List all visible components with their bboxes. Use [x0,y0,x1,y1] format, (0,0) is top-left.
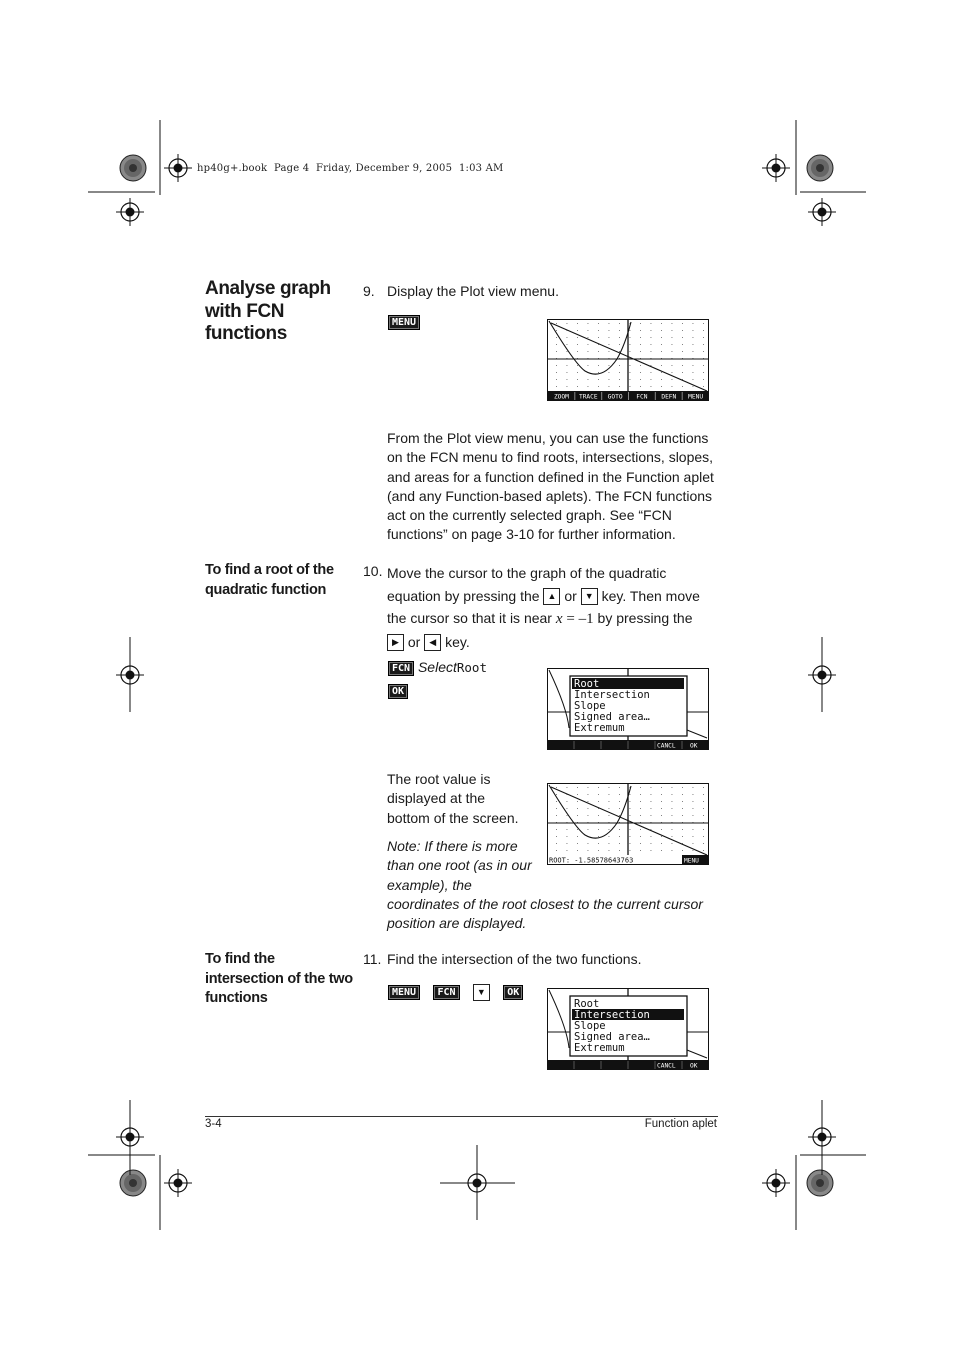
menu-key-icon: MENU [388,314,420,332]
softkey-menu: MENU [688,393,704,401]
step-11-number: 11. [363,951,382,967]
step-9-text: Display the Plot view menu. [387,283,559,299]
fcn-menu-item: Slope [574,700,606,712]
fcn-key-icon: FCN [433,985,459,1000]
section-name: Function aplet [644,1118,717,1130]
cancel-softkey: CANCL [657,1062,676,1070]
fcn-menu-item: Slope [574,1020,606,1032]
step-11-keys [388,984,523,1002]
ok-softkey: OK [690,742,698,750]
softkey-defn: DEFN [661,393,677,401]
plot-screen-1 [547,319,709,401]
fcn-menu-screen-intersection [547,988,709,1070]
menu-softkey: MENU [684,857,699,865]
fcn-key-icon: FCN [388,661,414,676]
right-arrow-key-icon: ▶ [387,634,404,651]
note-part-2: coordinates of the root closest to the current cursor position are displayed. [387,896,703,932]
step-11-text: Find the intersection of the two functions. [387,951,642,967]
root-readout: ROOT: -1.58578643763 [549,856,634,865]
fcn-menu-item: Root [574,678,600,690]
print-slug: hp40g+.book Page 4 Friday, December 9, 2005 1:03 AM [197,163,504,174]
note-part-1: Note: If there is more than one root (as in our example), the [387,838,532,893]
up-arrow-key-icon: ▲ [543,588,560,605]
ok-key-icon: OK [503,985,523,1000]
cancel-softkey: CANCL [657,742,676,750]
fcn-menu-item: Extremum [574,1042,625,1054]
select-root-instruction: FCN SelectRoot [388,658,487,677]
menu-key-icon: MENU [388,985,420,1000]
result-description: The root value is displayed at the bottom of the screen. [387,771,519,826]
fcn-menu-item: Signed area… [574,1031,650,1043]
fcn-menu-item: Intersection [574,689,650,701]
softkey-goto: GOTO [607,393,623,401]
step-10-number: 10. [363,563,383,579]
left-arrow-key-icon: ◀ [424,634,441,651]
page-number: 3-4 [205,1118,222,1130]
section-heading: Analyse graph with FCN functions [205,278,331,344]
step-9-paragraph: From the Plot view menu, you can use the functions on the FCN menu to find roots, intersections, slopes, and areas for a function defined in the Function aplet (and any Function-based aplets). The FCN functions act on the currently selected graph. See “FCN functions” on page 3-10 for further information. [387,430,714,543]
step-9-number: 9. [363,283,375,299]
subheading-root: To find a root of the quadratic function [205,562,334,598]
down-arrow-key-icon: ▼ [581,588,598,605]
softkey-trace: TRACE [578,393,598,401]
subheading-intersection: To find the intersection of the two functions [205,951,353,1006]
footer-rule [205,1116,718,1117]
fcn-menu-item: Root [574,998,600,1010]
down-arrow-key-icon: ▼ [473,984,490,1001]
fcn-menu-item: Extremum [574,722,625,734]
step-10-text: Move the cursor to the graph of the quadratic equation by pressing the ▲ or ▼ key. Then move the cursor so that it is near x = –1 by pressing the ▶ or ◀ key. [387,565,700,650]
softkey-fcn: FCN [636,393,648,401]
fcn-menu-screen-root [547,668,709,750]
ok-softkey: OK [690,1062,698,1070]
softkey-zoom: ZOOM [553,393,569,401]
root-result-screen [547,783,709,865]
ok-key-icon: OK [388,683,408,701]
fcn-menu-item: Intersection [574,1009,650,1021]
fcn-menu-item: Signed area… [574,711,650,723]
